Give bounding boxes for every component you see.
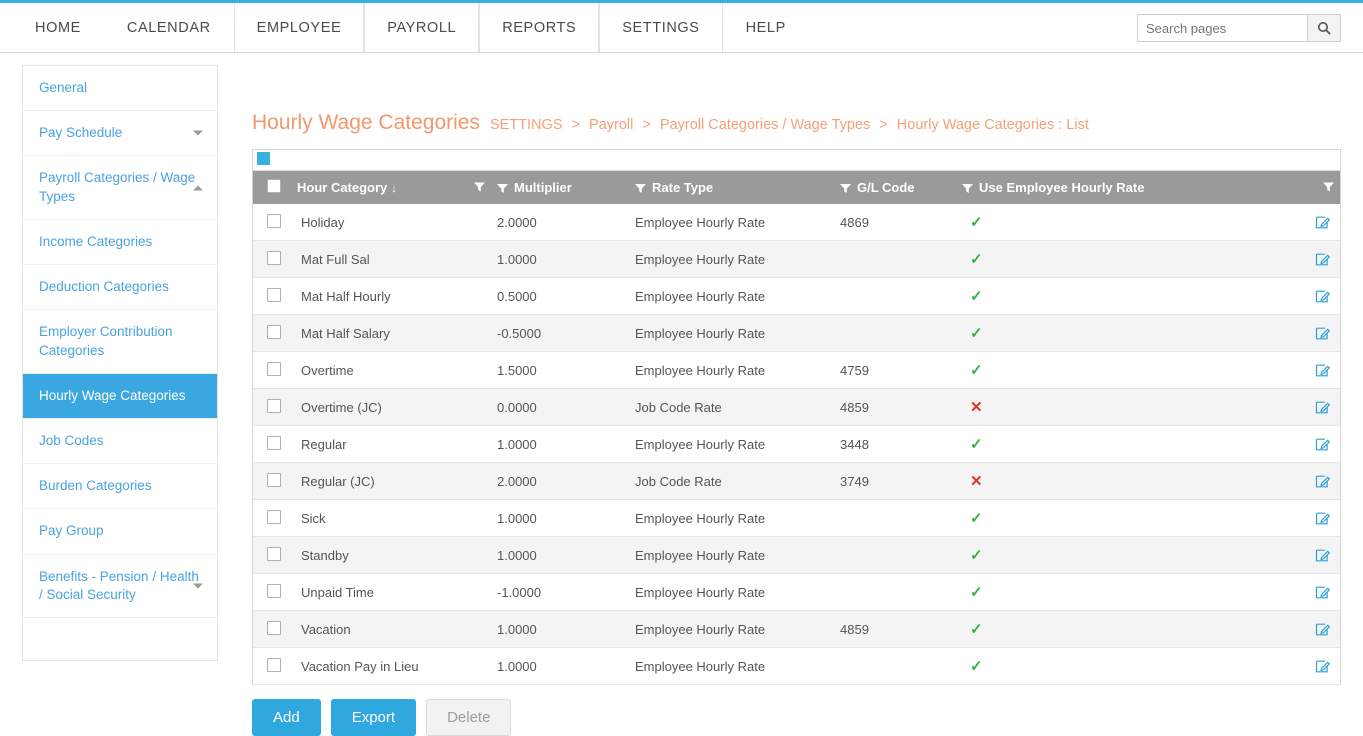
cell-rate-type: Employee Hourly Rate [629, 426, 834, 463]
nav-item-label: HOME [35, 19, 81, 36]
nav-item-label: EMPLOYEE [256, 19, 342, 36]
cell-rate-type: Employee Hourly Rate [629, 204, 834, 241]
cell-rate-type: Employee Hourly Rate [629, 278, 834, 315]
sort-ascending-icon: ↓ [391, 183, 397, 195]
add-button[interactable]: Add [252, 699, 321, 736]
row-select-cell[interactable] [253, 278, 291, 315]
edit-row-icon[interactable] [1315, 510, 1330, 526]
table-row[interactable] [253, 204, 1340, 241]
sidebar-item-label: Hourly Wage Categories [39, 387, 186, 403]
sidebar-item-label: Pay Group [39, 523, 104, 539]
row-checkbox[interactable] [267, 547, 281, 561]
sidebar-item-general[interactable] [23, 66, 217, 111]
action-buttons [252, 699, 1341, 736]
column-header-gl-code[interactable] [834, 171, 956, 204]
sidebar-item-deduction-categories[interactable] [23, 265, 217, 310]
table-row[interactable] [253, 574, 1340, 611]
cell-hour-category: Regular [291, 426, 491, 463]
chevron-down-icon [193, 131, 203, 136]
search-input[interactable] [1137, 14, 1307, 42]
row-select-cell[interactable] [253, 241, 291, 278]
cell-use-employee-hourly-rate [956, 389, 1340, 426]
row-select-cell[interactable] [253, 648, 291, 685]
edit-row-icon[interactable] [1315, 362, 1330, 378]
breadcrumb-item-current: Hourly Wage Categories : List [896, 117, 1089, 133]
cell-gl-code: 4759 [834, 352, 956, 389]
cell-hour-category: Mat Half Salary [291, 315, 491, 352]
row-checkbox[interactable] [267, 584, 281, 598]
page-title [252, 111, 1341, 135]
cell-gl-code [834, 648, 956, 685]
edit-row-icon[interactable] [1315, 621, 1330, 637]
sidebar [22, 65, 218, 661]
cell-multiplier: 1.0000 [491, 537, 629, 574]
table-row[interactable] [253, 389, 1340, 426]
cell-gl-code [834, 537, 956, 574]
row-checkbox[interactable] [267, 473, 281, 487]
sidebar-item-employer-contribution-categories[interactable] [23, 310, 217, 373]
cell-multiplier: 1.0000 [491, 648, 629, 685]
check-icon: ✓ [970, 658, 983, 675]
hourly-wage-categories-table [253, 171, 1340, 685]
table-row[interactable] [253, 611, 1340, 648]
sidebar-item-label: Employer Contribution Categories [39, 324, 173, 358]
row-select-cell[interactable] [253, 574, 291, 611]
body-area [0, 53, 1363, 726]
page-title-text: Hourly Wage Categories [252, 111, 480, 134]
cell-multiplier: 2.0000 [491, 204, 629, 241]
edit-row-icon[interactable] [1315, 658, 1330, 674]
cell-gl-code [834, 278, 956, 315]
row-select-cell[interactable] [253, 315, 291, 352]
row-checkbox[interactable] [267, 251, 281, 265]
nav-item-settings[interactable] [599, 3, 722, 52]
cell-use-employee-hourly-rate [956, 648, 1340, 685]
edit-row-icon[interactable] [1315, 399, 1330, 415]
row-select-cell[interactable] [253, 352, 291, 389]
table-row[interactable] [253, 241, 1340, 278]
nav-item-label: CALENDAR [126, 19, 211, 36]
sidebar-item-label: Benefits - Pension / Health / Social Security [39, 568, 199, 602]
data-grid [252, 149, 1341, 685]
column-label: Rate Type [652, 180, 714, 195]
select-all-checkbox[interactable] [267, 179, 281, 193]
cell-hour-category: Overtime (JC) [291, 389, 491, 426]
cell-use-employee-hourly-rate [956, 352, 1340, 389]
search-icon [1317, 21, 1331, 35]
breadcrumb-root[interactable]: SETTINGS [490, 117, 563, 133]
cell-hour-category: Unpaid Time [291, 574, 491, 611]
row-select-cell[interactable] [253, 537, 291, 574]
filter-icon[interactable] [635, 183, 646, 194]
row-checkbox[interactable] [267, 621, 281, 635]
table-row[interactable] [253, 352, 1340, 389]
row-select-cell[interactable] [253, 500, 291, 537]
search-pages [1137, 14, 1341, 42]
cell-multiplier: 2.0000 [491, 463, 629, 500]
cell-use-employee-hourly-rate [956, 241, 1340, 278]
sidebar-item-label: Job Codes [39, 432, 104, 448]
column-header-select-all[interactable] [253, 171, 291, 204]
cell-use-employee-hourly-rate [956, 537, 1340, 574]
row-checkbox[interactable] [267, 436, 281, 450]
cell-gl-code [834, 241, 956, 278]
column-label: Hour Category [297, 180, 388, 195]
cell-use-employee-hourly-rate [956, 463, 1340, 500]
edit-row-icon[interactable] [1315, 288, 1330, 304]
breadcrumb-item-payroll-categories[interactable]: Payroll Categories / Wage Types [659, 117, 871, 133]
cell-multiplier: 0.5000 [491, 278, 629, 315]
row-select-cell[interactable] [253, 426, 291, 463]
nav-item-employee[interactable] [234, 3, 365, 52]
cell-gl-code: 4859 [834, 611, 956, 648]
cell-rate-type: Employee Hourly Rate [629, 574, 834, 611]
table-body [253, 204, 1340, 685]
cell-gl-code [834, 315, 956, 352]
sidebar-item-income-categories[interactable] [23, 220, 217, 265]
column-label: Use Employee Hourly Rate [979, 180, 1145, 195]
check-icon: ✓ [970, 288, 983, 305]
top-navigation [0, 3, 1363, 53]
sidebar-item-pay-group[interactable] [23, 509, 217, 554]
check-icon: ✓ [970, 621, 983, 638]
nav-item-label: PAYROLL [387, 19, 457, 36]
table-row[interactable] [253, 648, 1340, 685]
cell-rate-type: Employee Hourly Rate [629, 352, 834, 389]
cell-gl-code: 4859 [834, 389, 956, 426]
breadcrumb [490, 117, 1089, 133]
cell-multiplier: 1.5000 [491, 352, 629, 389]
sidebar-item-label: Burden Categories [39, 478, 152, 494]
sidebar-item-label: General [39, 80, 88, 95]
row-checkbox[interactable] [267, 658, 281, 672]
table-row[interactable] [253, 426, 1340, 463]
cell-use-employee-hourly-rate [956, 426, 1340, 463]
column-header-hour-category[interactable] [291, 171, 491, 204]
cell-hour-category: Mat Full Sal [291, 241, 491, 278]
row-checkbox[interactable] [267, 399, 281, 413]
sidebar-item-label: Pay Schedule [39, 125, 123, 141]
nav-item-label: REPORTS [502, 19, 577, 36]
nav-item-label: SETTINGS [622, 19, 700, 36]
table-row[interactable] [253, 315, 1340, 352]
sidebar-item-job-codes[interactable] [23, 419, 217, 464]
sidebar-item-hourly-wage-categories[interactable] [23, 374, 217, 419]
edit-row-icon[interactable] [1315, 214, 1330, 230]
cell-use-employee-hourly-rate [956, 315, 1340, 352]
cell-rate-type: Job Code Rate [629, 389, 834, 426]
cell-gl-code [834, 574, 956, 611]
row-checkbox[interactable] [267, 325, 281, 339]
table-row[interactable] [253, 278, 1340, 315]
sidebar-item-label: Deduction Categories [39, 279, 169, 295]
column-header-rate-type[interactable] [629, 171, 834, 204]
table-header-row [253, 171, 1340, 204]
breadcrumb-item-payroll[interactable]: Payroll [589, 117, 634, 133]
row-checkbox[interactable] [267, 510, 281, 524]
row-checkbox[interactable] [267, 214, 281, 228]
grid-toolbar [253, 150, 1340, 171]
cell-multiplier: -0.5000 [491, 315, 629, 352]
cell-hour-category: Holiday [291, 204, 491, 241]
search-button[interactable] [1307, 14, 1341, 42]
main-content [218, 53, 1363, 726]
table-row[interactable] [253, 537, 1340, 574]
cell-rate-type: Employee Hourly Rate [629, 315, 834, 352]
cell-multiplier: 0.0000 [491, 389, 629, 426]
cell-multiplier: 1.0000 [491, 500, 629, 537]
cell-rate-type: Job Code Rate [629, 463, 834, 500]
check-icon: ✓ [970, 584, 983, 601]
check-icon: ✓ [970, 362, 983, 379]
cell-hour-category: Mat Half Hourly [291, 278, 491, 315]
edit-row-icon[interactable] [1315, 325, 1330, 341]
cell-hour-category: Vacation Pay in Lieu [291, 648, 491, 685]
column-label: G/L Code [857, 180, 915, 195]
filter-icon[interactable] [474, 180, 485, 195]
table-row[interactable] [253, 500, 1340, 537]
edit-row-icon[interactable] [1315, 251, 1330, 267]
edit-row-icon[interactable] [1315, 473, 1330, 489]
filter-icon[interactable] [962, 183, 973, 194]
nav-item-help[interactable] [723, 3, 809, 52]
table-row[interactable] [253, 463, 1340, 500]
sidebar-item-label: Payroll Categories / Wage Types [39, 170, 196, 204]
cell-multiplier: 1.0000 [491, 611, 629, 648]
check-icon: ✓ [970, 251, 983, 268]
cell-multiplier: 1.0000 [491, 426, 629, 463]
cell-rate-type: Employee Hourly Rate [629, 241, 834, 278]
row-select-cell[interactable] [253, 389, 291, 426]
cell-rate-type: Employee Hourly Rate [629, 611, 834, 648]
cell-use-employee-hourly-rate [956, 611, 1340, 648]
column-header-multiplier[interactable] [491, 171, 629, 204]
chevron-down-icon [193, 583, 203, 588]
cell-hour-category: Overtime [291, 352, 491, 389]
cell-multiplier: -1.0000 [491, 574, 629, 611]
row-select-cell[interactable] [253, 611, 291, 648]
cell-multiplier: 1.0000 [491, 241, 629, 278]
cell-gl-code: 3448 [834, 426, 956, 463]
check-icon: ✓ [970, 214, 983, 231]
row-select-cell[interactable] [253, 463, 291, 500]
cell-hour-category: Regular (JC) [291, 463, 491, 500]
cross-icon: ✕ [970, 399, 983, 416]
edit-row-icon[interactable] [1315, 584, 1330, 600]
cell-rate-type: Employee Hourly Rate [629, 648, 834, 685]
sidebar-item-label: Income Categories [39, 233, 153, 249]
sidebar-item-burden-categories[interactable] [23, 464, 217, 509]
nav-item-home[interactable] [22, 3, 104, 52]
row-checkbox[interactable] [267, 288, 281, 302]
chevron-up-icon [193, 185, 203, 190]
check-icon: ✓ [970, 436, 983, 453]
cell-gl-code: 4869 [834, 204, 956, 241]
check-icon: ✓ [970, 325, 983, 342]
nav-item-label: HELP [745, 19, 786, 36]
cell-hour-category: Standby [291, 537, 491, 574]
row-checkbox[interactable] [267, 362, 281, 376]
breadcrumb-separator: > [879, 117, 888, 133]
filter-icon[interactable] [840, 183, 851, 194]
nav-item-reports[interactable] [479, 3, 599, 52]
cell-hour-category: Vacation [291, 611, 491, 648]
nav-item-calendar[interactable] [104, 3, 234, 52]
cell-hour-category: Sick [291, 500, 491, 537]
export-button[interactable]: Export [331, 699, 416, 736]
nav-item-payroll[interactable] [364, 3, 479, 52]
sidebar-item-benefits[interactable] [23, 555, 217, 618]
check-icon: ✓ [970, 547, 983, 564]
cross-icon: ✕ [970, 473, 983, 490]
edit-row-icon[interactable] [1315, 547, 1330, 563]
cell-use-employee-hourly-rate [956, 278, 1340, 315]
cell-gl-code: 3749 [834, 463, 956, 500]
sidebar-item-pay-schedule[interactable] [23, 111, 217, 156]
delete-button[interactable]: Delete [426, 699, 511, 736]
breadcrumb-separator: > [571, 117, 581, 133]
edit-row-icon[interactable] [1315, 436, 1330, 452]
table-header [253, 171, 1340, 204]
column-header-use-employee-hourly-rate[interactable] [956, 171, 1340, 204]
filter-icon[interactable] [1323, 180, 1334, 195]
cell-use-employee-hourly-rate [956, 500, 1340, 537]
column-label: Multiplier [514, 180, 572, 195]
row-select-cell[interactable] [253, 204, 291, 241]
cell-rate-type: Employee Hourly Rate [629, 537, 834, 574]
cell-gl-code [834, 500, 956, 537]
cell-rate-type: Employee Hourly Rate [629, 500, 834, 537]
grid-corner-indicator[interactable] [257, 152, 270, 165]
sidebar-item-payroll-categories-wage-types[interactable] [23, 156, 217, 219]
cell-use-employee-hourly-rate [956, 204, 1340, 241]
filter-icon[interactable] [497, 183, 508, 194]
breadcrumb-separator: > [642, 117, 651, 133]
cell-use-employee-hourly-rate [956, 574, 1340, 611]
check-icon: ✓ [970, 510, 983, 527]
